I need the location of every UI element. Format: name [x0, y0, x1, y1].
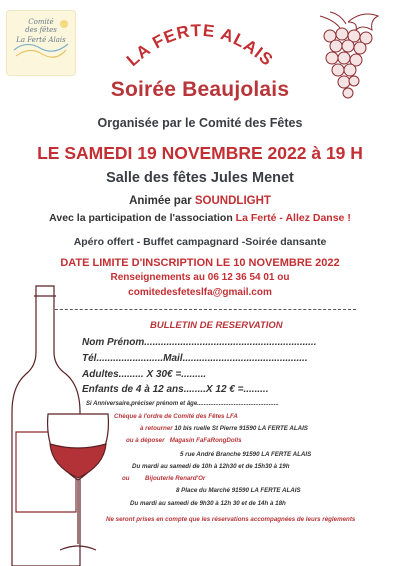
participation-prefix: Avec la participation de l'association	[49, 212, 236, 224]
form-return-label: à retourner	[140, 425, 173, 432]
form-deposit-address: 5 rue André Branche 91590 LA FERTE ALAIS	[180, 451, 312, 458]
logo-text-line1: Comité	[28, 18, 54, 26]
organiser-line: Organisée par le Comité des Fêtes	[97, 116, 303, 130]
form-deposit-label: ou à déposer	[126, 437, 165, 444]
form-shop2-line	[122, 475, 205, 482]
logo-text-line3: La Ferté Alais	[16, 36, 66, 44]
logo-emblem	[6, 10, 76, 76]
animation-name: SOUNDLIGHT	[194, 195, 271, 207]
form-tel-mail-line[interactable]: Tél........................Mail.............................................	[82, 353, 308, 364]
arc-title	[100, 2, 300, 82]
event-date: LE SAMEDI 19 NOVEMBRE 2022 à 19 H	[37, 143, 363, 163]
deadline: DATE LIMITE D'INSCRIPTION LE 10 NOVEMBRE 2022	[60, 257, 340, 269]
form-shop2-hours: Du mardi au samedi de 9h30 à 12h 30 et de 14h à 18h	[130, 500, 286, 507]
form-deposit-line	[126, 437, 242, 444]
venue: Salle des fêtes Jules Menet	[106, 170, 294, 186]
svg-text:LA FERTE ALAIS	[123, 21, 277, 70]
info-phone: Renseignements au 06 12 36 54 01 ou	[110, 272, 290, 283]
form-or-label: ou	[122, 475, 130, 482]
program-line: Apéro offert - Buffet campagnard -Soirée dansante	[73, 236, 327, 248]
form-name-line[interactable]: Nom Prénom..............................................................	[82, 337, 317, 348]
wine-glass-icon	[40, 408, 120, 566]
form-cheque: Chèque à l'ordre de Comité des Fêtes LFA	[114, 413, 238, 420]
form-return-address: 10 bis ruelle St Pierre 91590 LA FERTE ALAIS	[172, 425, 308, 432]
arc-title-text: LA FERTE ALAIS	[122, 20, 278, 70]
form-birthday-note[interactable]: Si Anniversaire,préciser prénom et âge.................................................	[86, 401, 279, 407]
participation-name: La Ferté - Allez Danse !	[235, 212, 351, 224]
form-footer-note: Ne seront prises en compte que les réservations accompagnées de leurs règlements	[106, 516, 356, 523]
form-deposit-shop: Magasin FaFaRongDolls	[169, 437, 242, 444]
participation-line	[0, 212, 400, 224]
animation-line	[0, 195, 400, 207]
info-email[interactable]: comitedesfeteslfa@gmail.com	[128, 287, 272, 298]
form-shop2-name: Bijouterie Renard'Or	[145, 475, 206, 482]
form-title: BULLETIN DE RESERVATION	[150, 320, 283, 331]
form-adults-line[interactable]: Adultes......... X 30€ =.........	[82, 369, 207, 380]
logo-text-line2: des fêtes	[25, 26, 57, 34]
animation-prefix: Animée par	[129, 195, 195, 207]
event-title: Soirée Beaujolais	[110, 78, 290, 101]
form-return-line	[140, 425, 308, 432]
form-deposit-hours: Du mardi au samedi de 10h à 12h30 et de 15h30 à 19h	[132, 463, 290, 470]
form-children-line[interactable]: Enfants de 4 à 12 ans........X 12 € =.........	[82, 384, 269, 395]
form-shop2-address: 8 Place du Marché 91590 LA FERTE ALAIS	[176, 487, 301, 494]
